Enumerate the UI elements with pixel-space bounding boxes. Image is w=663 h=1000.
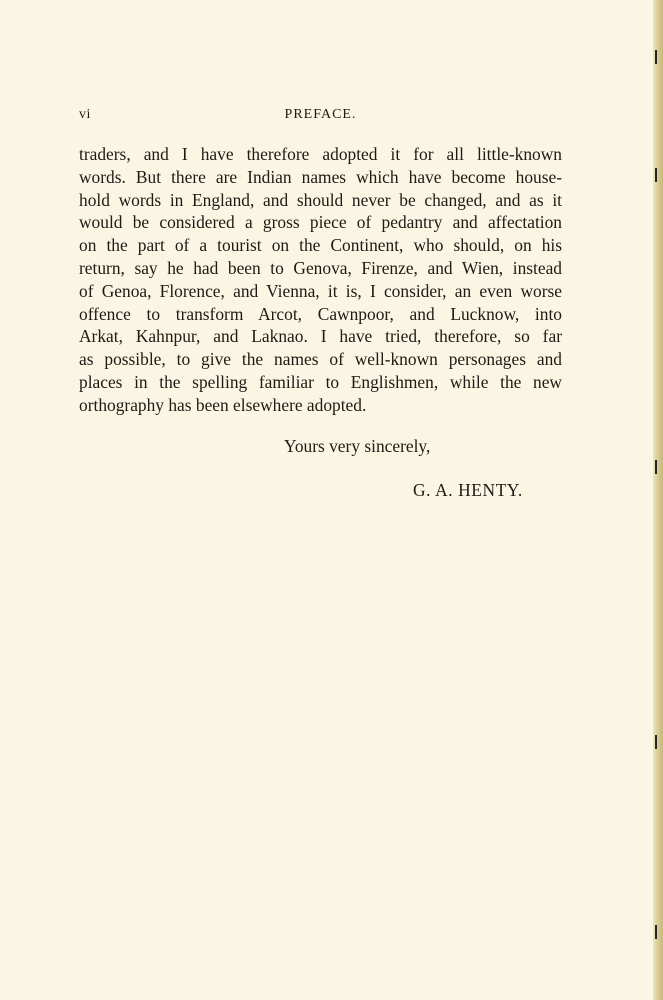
text-line: as possible, to give the names of well-known personages and	[79, 349, 562, 370]
text-line: return, say he had been to Genova, Firenze, and Wien, instead	[79, 257, 562, 278]
page-number: vi	[79, 107, 91, 122]
author-signature: G. A. HENTY.	[413, 480, 523, 500]
edge-mark	[655, 735, 657, 749]
text-line: traders, and I have therefore adopted it for all little-known	[79, 144, 562, 164]
text-line: orthography has been elsewhere adopted.	[79, 394, 367, 415]
edge-mark	[655, 460, 657, 474]
text-line: Arkat, Kahnpur, and Laknao. I have tried, therefore, so far	[79, 326, 562, 347]
edge-mark	[655, 168, 657, 182]
text-line: on the part of a tourist on the Continent, who should, on his	[79, 235, 562, 256]
page-edge-binding	[653, 0, 663, 1000]
running-head	[79, 107, 562, 127]
text-line: offence to transform Arcot, Cawnpoor, and Lucknow, into	[79, 303, 562, 324]
text-line: places in the spelling familiar to Englishmen, while the new	[79, 371, 562, 392]
text-line: of Genoa, Florence, and Vienna, it is, I consider, an even worse	[79, 280, 562, 301]
text-line: would be considered a gross piece of pedantry and affectation	[79, 212, 562, 233]
edge-mark	[655, 50, 657, 64]
preface-paragraph	[79, 143, 562, 417]
text-line: hold words in England, and should never be changed, and as it	[79, 189, 562, 210]
closing-salutation: Yours very sincerely,	[284, 436, 431, 456]
edge-mark	[655, 925, 657, 939]
text-line: words. But there are Indian names which have become house-	[79, 166, 562, 187]
running-head-title: PREFACE.	[284, 107, 357, 122]
